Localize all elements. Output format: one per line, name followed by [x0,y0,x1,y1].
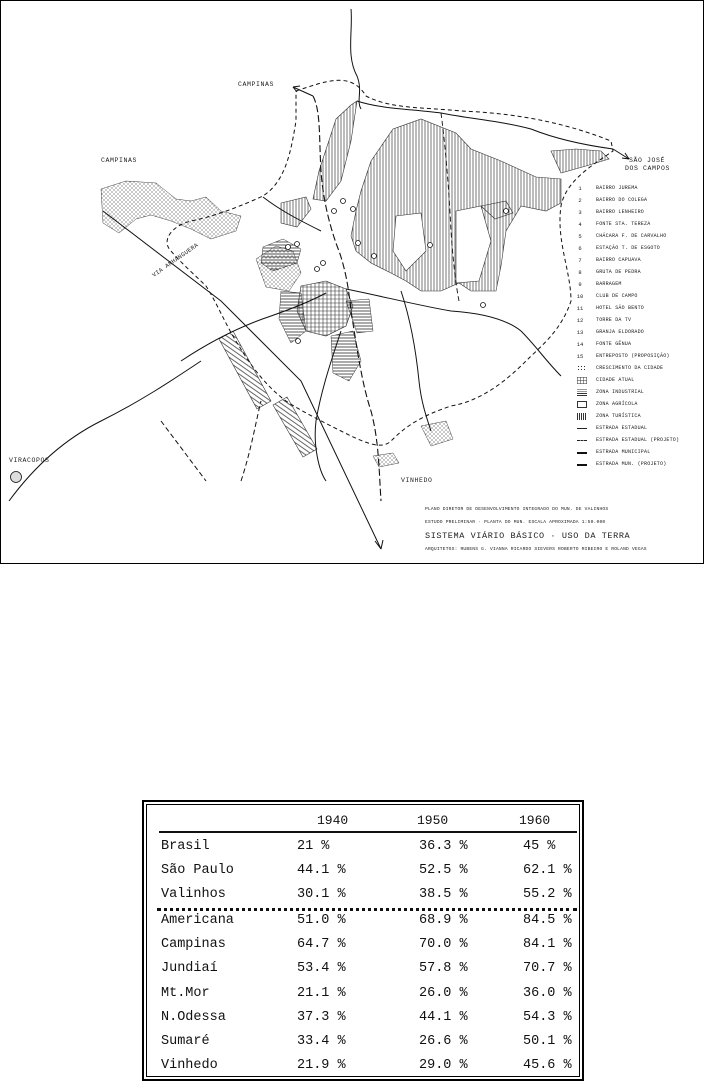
value-1960-cell: 45 % [523,839,556,854]
value-1960-cell: 84.1 % [523,937,572,952]
legend-label: ZONA AGRÍCOLA [596,401,638,407]
legend-item [575,183,703,195]
legend-swatch [577,377,587,384]
place-name-cell: N.Odessa [161,1010,226,1025]
legend-label: ESTAÇÃO T. DE ESGOTO [596,245,661,251]
value-1950-cell: 44.1 % [419,1010,468,1025]
label-campinas-west: CAMPINAS [101,157,138,164]
legend-item [575,435,703,447]
legend-label: BARRAGEM [596,281,622,287]
place-name-cell: Mt.Mor [161,986,210,1001]
legend-number: 4 [578,221,582,228]
value-1950-cell: 68.9 % [419,913,468,928]
legend-item [575,219,703,231]
value-1960-cell: 36.0 % [523,986,572,1001]
value-1950-cell: 26.6 % [419,1034,468,1049]
value-1950-cell: 38.5 % [419,887,468,902]
legend-label: ESTRADA MUNICIPAL [596,449,651,455]
map-caption-study: ESTUDO PRELIMINAR · PLANTA DO MUN. ESCALA APROXIMADA 1:50.000 [425,520,606,525]
place-name-cell: Americana [161,913,234,928]
legend-number: 10 [576,293,584,300]
value-1960-cell: 55.2 % [523,887,572,902]
legend-number: 9 [578,281,582,288]
legend-item [575,375,703,387]
legend-label: CLUB DE CAMPO [596,293,638,299]
legend-label: CHÁCARA F. DE CARVALHO [596,233,667,239]
place-name-cell: Vinhedo [161,1058,218,1073]
industrial-zone-area [273,397,317,457]
legend-label: FONTE GÊNUA [596,341,632,347]
map-caption-architects: ARQUITETOS: RUBENS G. VIANNA RICARDO SIEVERS ROBERTO RIBEIRO E ROLAND VEGAS [425,547,647,552]
legend-item [575,351,703,363]
legend-swatch [577,365,587,372]
industrial-zone-area [279,291,306,343]
legend-label: ENTREPOSTO (PROPOSIÇÃO) [596,353,670,359]
legend-label: GRUTA DE PEDRA [596,269,641,275]
legend-label: CIDADE ATUAL [596,377,635,383]
legend-item [575,231,703,243]
value-1940-cell: 21.1 % [297,986,346,1001]
table-row [147,913,583,938]
legend-item [575,207,703,219]
legend-item [575,267,703,279]
value-1940-cell: 44.1 % [297,863,346,878]
legend-number: 1 [578,185,582,192]
table-row [147,887,583,912]
table-row [147,961,583,986]
value-1960-cell: 54.3 % [523,1010,572,1025]
value-1950-cell: 70.0 % [419,937,468,952]
value-1950-cell: 29.0 % [419,1058,468,1073]
value-1940-cell: 53.4 % [297,961,346,976]
value-1960-cell: 62.1 % [523,863,572,878]
place-name-cell: Valinhos [161,887,226,902]
place-name-cell: Brasil [161,839,210,854]
label-dos-campos: DOS CAMPOS [625,165,671,172]
value-1940-cell: 33.4 % [297,1034,346,1049]
municipal-road [346,289,561,376]
city-growth-area [101,181,241,239]
legend-label: FONTE STA. TEREZA [596,221,651,227]
value-1940-cell: 21.9 % [297,1058,346,1073]
table-row [147,1058,583,1083]
table-row [147,937,583,962]
col-header-1940: 1940 [317,813,349,828]
river-line [351,9,361,109]
col-header-1960: 1960 [519,813,551,828]
legend-item [575,195,703,207]
place-name-cell: Sumaré [161,1034,210,1049]
map-caption-title: PLANO DIRETOR DE DESENVOLVIMENTO INTEGRADO DO MUN. DE VALINHOS [425,507,609,512]
legend-item [575,303,703,315]
label-viracopos: VIRACOPOS [9,457,50,464]
value-1950-cell: 26.0 % [419,986,468,1001]
place-name-cell: Jundiaí [161,961,218,976]
col-header-1950: 1950 [417,813,449,828]
table-row [147,1010,583,1035]
legend-label: ZONA TURÍSTICA [596,413,641,419]
legend-label: ESTRADA ESTADUAL [596,425,648,431]
legend-item [575,243,703,255]
legend-item [575,447,703,459]
legend-label: BAIRRO LENHEIRO [596,209,645,215]
city-growth-area [421,421,453,446]
legend-item [575,327,703,339]
legend-label: ESTRADA ESTADUAL (PROJETO) [596,437,680,443]
legend-label: BAIRRO CAPUAVA [596,257,641,263]
legend-number: 2 [578,197,582,204]
value-1950-cell: 52.5 % [419,863,468,878]
legend-swatch [577,389,587,396]
label-via-anhanguera: VIA ANHANGUERA [151,241,200,279]
legend-label: BAIRRO JUREMA [596,185,638,191]
viracopos-marker [11,472,22,483]
legend-number: 13 [576,329,584,336]
legend-label: GRANJA ELDORADO [596,329,645,335]
legend-item [575,291,703,303]
legend-item [575,459,703,471]
legend-item [575,255,703,267]
legend-item [575,387,703,399]
legend-label: HOTEL SÃO BENTO [596,305,645,311]
legend-number: 6 [578,245,582,252]
value-1960-cell: 50.1 % [523,1034,572,1049]
legend-item [575,411,703,423]
legend-item [575,279,703,291]
label-campinas-north: CAMPINAS [238,81,275,88]
table-body [146,804,580,1077]
legend-number: 7 [578,257,582,264]
legend-swatch [577,440,587,441]
table-row [147,839,583,864]
table-row [147,863,583,888]
legend-item [575,339,703,351]
municipal-road [9,361,201,501]
place-name-cell: São Paulo [161,863,234,878]
tourist-zone-area [551,149,609,173]
legend-number: 3 [578,209,582,216]
legend-label: ESTRADA MUN. (PROJETO) [596,461,667,467]
legend-swatch [577,413,587,420]
urbanization-table [142,800,584,1081]
place-name-cell: Campinas [161,937,226,952]
table-row [147,1034,583,1059]
legend-swatch [577,428,587,429]
municipal-road [241,401,261,481]
legend-swatch [577,464,587,466]
value-1950-cell: 36.3 % [419,839,468,854]
legend-number: 5 [578,233,582,240]
industrial-zone-area [331,331,361,381]
value-1960-cell: 45.6 % [523,1058,572,1073]
legend-number: 11 [576,305,584,312]
city-growth-area [373,453,399,467]
label-sao-jose: SÃO JOSÉ [629,157,666,164]
legend-number: 14 [576,341,584,348]
header-rule [159,831,577,833]
table-row [147,986,583,1011]
legend-item [575,423,703,435]
value-1940-cell: 21 % [297,839,330,854]
legend-swatch [577,452,587,454]
legend-label: TORRE DA TV [596,317,632,323]
value-1960-cell: 84.5 % [523,913,572,928]
legend-item [575,399,703,411]
legend-number: 15 [576,353,584,360]
legend-number: 12 [576,317,584,324]
value-1940-cell: 51.0 % [297,913,346,928]
label-vinhedo: VINHEDO [401,477,433,484]
map-caption-system: SISTEMA VIÁRIO BÁSICO · USO DA TERRA [425,531,631,541]
value-1940-cell: 37.3 % [297,1010,346,1025]
value-1950-cell: 57.8 % [419,961,468,976]
value-1940-cell: 64.7 % [297,937,346,952]
legend-label: BAIRRO DO COLEGA [596,197,648,203]
legend-label: CRESCIMENTO DA CIDADE [596,365,664,371]
legend-item [575,363,703,375]
value-1940-cell: 30.1 % [297,887,346,902]
municipal-road [401,291,431,431]
legend-item [575,315,703,327]
legend-label: ZONA INDUSTRIAL [596,389,645,395]
value-1960-cell: 70.7 % [523,961,572,976]
legend-number: 8 [578,269,582,276]
municipal-road [161,421,206,481]
legend-swatch [577,401,587,408]
